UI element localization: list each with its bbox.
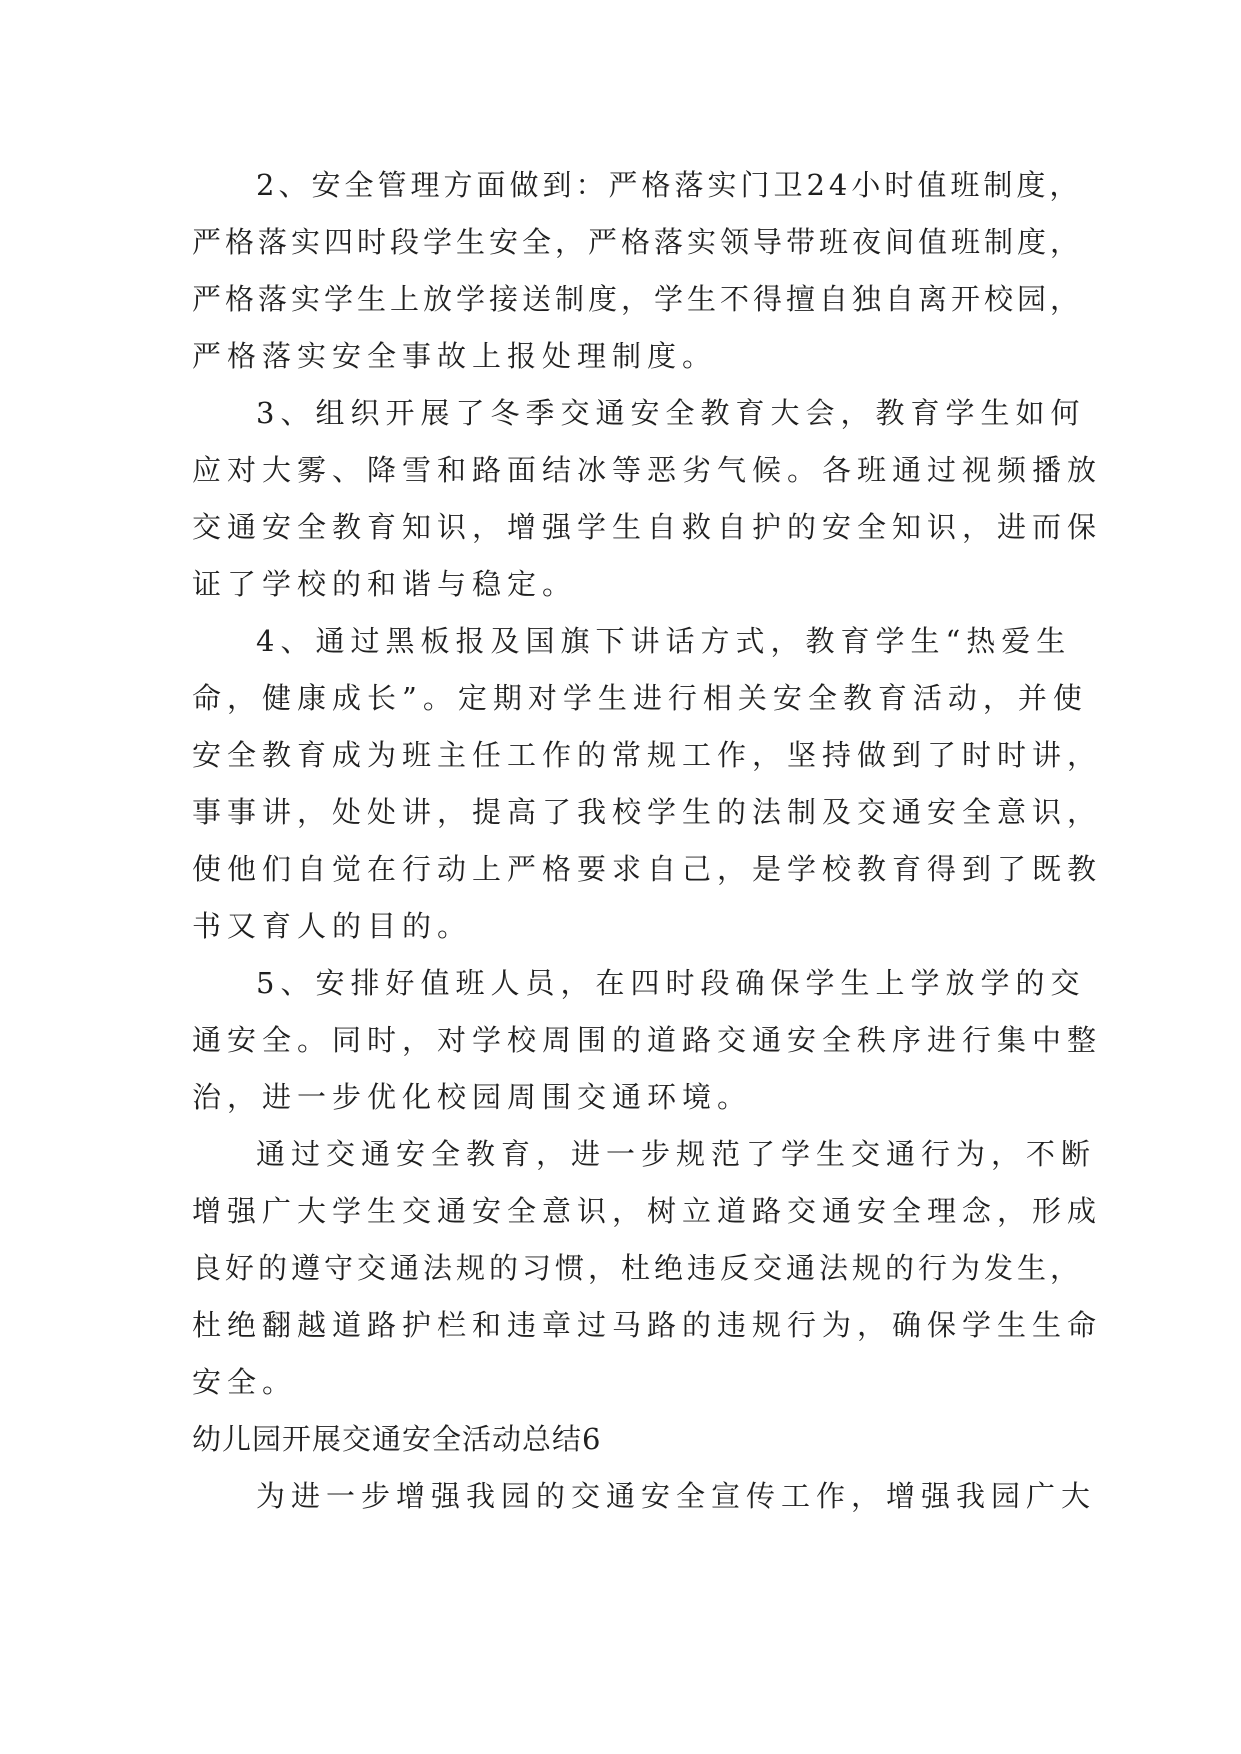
text-line: 交通安全教育知识，增强学生自救自护的安全知识，进而保 [192, 510, 1103, 544]
text-line: 严格落实安全事故上报处理制度。 [192, 339, 718, 373]
text-line: 通安全。同时，对学校周围的道路交通安全秩序进行集中整 [192, 1023, 1103, 1057]
text-line: 4、通过黑板报及国旗下讲话方式，教育学生“热爱生 [256, 624, 1072, 658]
text-line: 良好的遵守交通法规的习惯，杜绝违反交通法规的行为发生， [192, 1251, 1084, 1285]
text-line: 增强广大学生交通安全意识，树立道路交通安全理念，形成 [192, 1194, 1103, 1228]
text-line: 证了学校的和谐与稳定。 [192, 567, 578, 601]
text-line: 事事讲，处处讲，提高了我校学生的法制及交通安全意识， [192, 795, 1103, 829]
text-line: 命，健康成长”。定期对学生进行相关安全教育活动，并使 [192, 681, 1088, 715]
text-line: 严格落实四时段学生安全，严格落实领导带班夜间值班制度， [192, 225, 1084, 259]
text-line: 通过交通安全教育，进一步规范了学生交通行为，不断 [256, 1137, 1097, 1171]
text-line: 治，进一步优化校园周围交通环境。 [192, 1080, 753, 1114]
text-line: 3、组织开展了冬季交通安全教育大会，教育学生如何 [256, 396, 1086, 430]
text-line: 安全教育成为班主任工作的常规工作，坚持做到了时时讲， [192, 738, 1103, 772]
text-line: 使他们自觉在行动上严格要求自己，是学校教育得到了既教 [192, 852, 1103, 886]
text-line: 5、安排好值班人员，在四时段确保学生上学放学的交 [256, 966, 1086, 1000]
text-line: 2、安全管理方面做到：严格落实门卫24小时值班制度， [256, 168, 1083, 202]
text-line: 杜绝翻越道路护栏和违章过马路的违规行为，确保学生生命 [192, 1308, 1103, 1342]
text-line: 严格落实学生上放学接送制度，学生不得擅自独自离开校园， [192, 282, 1084, 316]
text-line: 应对大雾、降雪和路面结冰等恶劣气候。各班通过视频播放 [192, 453, 1103, 487]
text-line: 书又育人的目的。 [192, 909, 473, 943]
text-line: 为进一步增强我园的交通安全宣传工作，增强我园广大 [256, 1479, 1097, 1513]
section-heading: 幼儿园开展交通安全活动总结6 [192, 1422, 602, 1456]
text-line: 安全。 [192, 1365, 298, 1399]
